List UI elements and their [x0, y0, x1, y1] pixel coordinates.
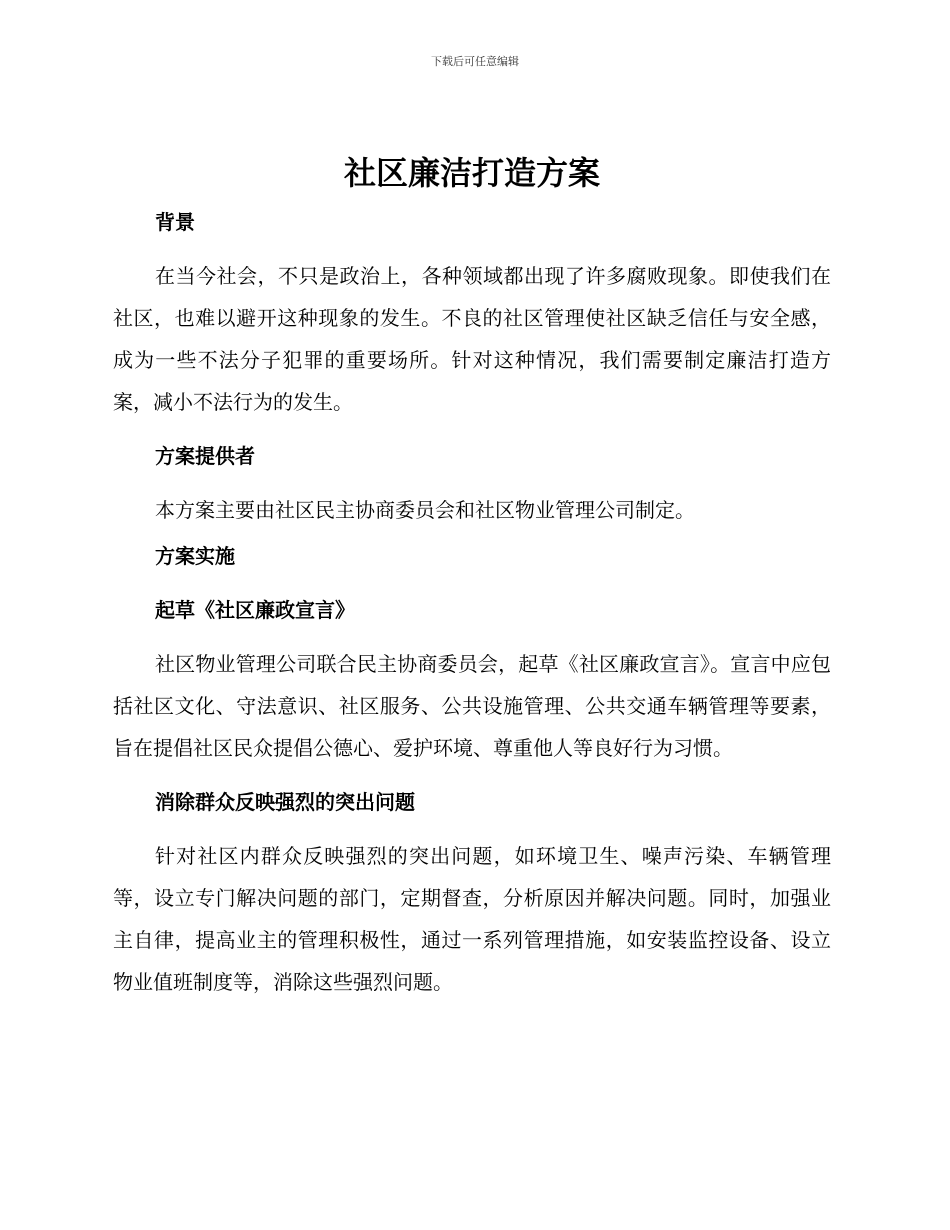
section-heading-provider: 方案提供者 — [155, 444, 255, 468]
section-paragraph-provider: 本方案主要由社区民主协商委员会和社区物业管理公司制定。 — [155, 498, 695, 522]
section-heading-background: 背景 — [155, 210, 195, 234]
section-paragraph-issues: 针对社区内群众反映强烈的突出问题，如环境卫生、噪声污染、车辆管理等，设立专门解决问题的部门，定期督查，分析原因并解决问题。同时，加强业主自律，提高业主的管理积极性，通过一系列管理措施，如安装监控设备、设立物业值班制度等，消除这些强烈问题。 — [113, 844, 831, 994]
section-heading-issues: 消除群众反映强烈的突出问题 — [155, 790, 415, 814]
page-header-note: 下载后可任意编辑 — [431, 55, 519, 68]
section-paragraph-background: 在当今社会，不只是政治上，各种领域都出现了许多腐败现象。即使我们在社区，也难以避开这种现象的发生。不良的社区管理使社区缺乏信任与安全感，成为一些不法分子犯罪的重要场所。针对这种情况，我们需要制定廉洁打造方案，减小不法行为的发生。 — [113, 264, 831, 414]
document-body — [113, 150, 831, 1003]
section-heading-implementation: 方案实施 — [155, 544, 235, 568]
section-heading-declaration: 起草《社区廉政宣言》 — [155, 598, 355, 622]
document-title: 社区廉洁打造方案 — [343, 154, 600, 192]
section-paragraph-declaration: 社区物业管理公司联合民主协商委员会，起草《社区廉政宣言》。宣言中应包括社区文化、守法意识、社区服务、公共设施管理、公共交通车辆管理等要素，旨在提倡社区民众提倡公德心、爱护环境、尊重他人等良好行为习惯。 — [113, 652, 831, 760]
